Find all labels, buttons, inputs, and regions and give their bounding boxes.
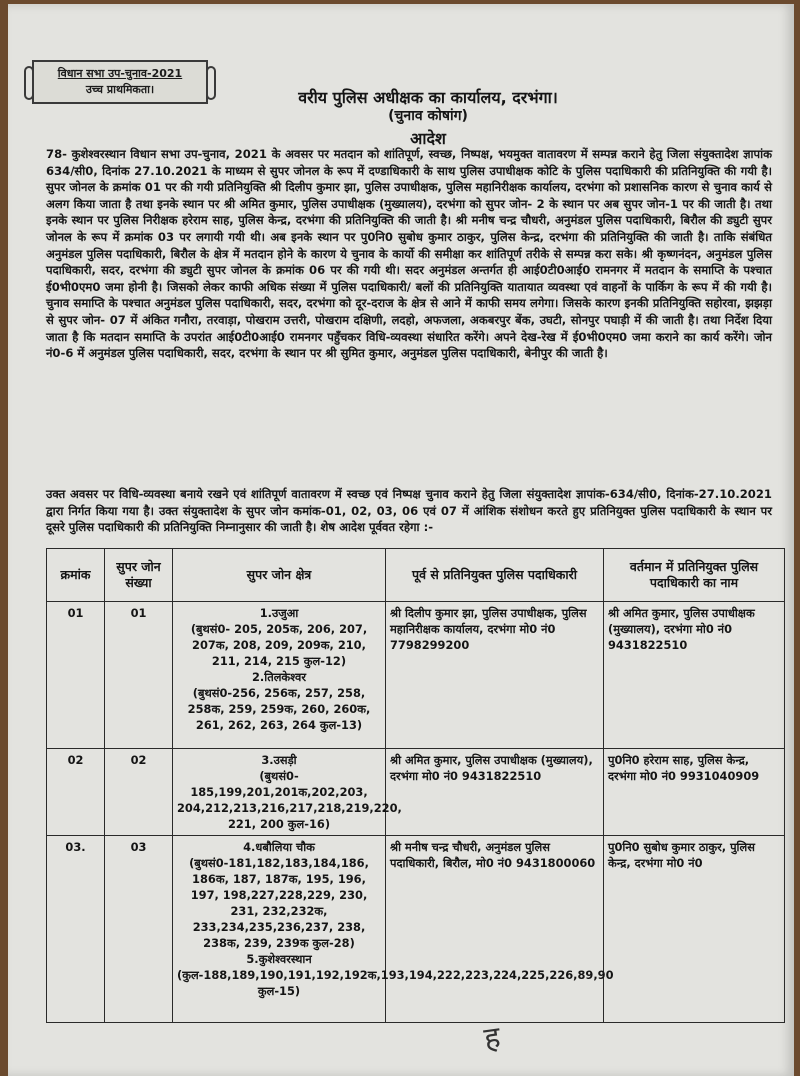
header-current-officer: वर्तमान में प्रतिनियुक्त पुलिस पदाधिकारी का नाम bbox=[604, 549, 785, 602]
row-serial: 03. bbox=[47, 836, 105, 1023]
row-zone: 02 bbox=[105, 749, 173, 836]
header-zone-number: सुपर जोन संख्या bbox=[105, 549, 173, 602]
priority-stamp bbox=[32, 60, 208, 104]
row-current-officer: श्री अमित कुमार, पुलिस उपाधीक्षक (मुख्यालय), दरभंगा मो0 नं0 9431822510 bbox=[604, 602, 785, 749]
office-title: वरीय पुलिस अधीक्षक का कार्यालय, दरभंगा। bbox=[298, 88, 558, 107]
stamp-line-1: विधान सभा उप-चुनाव-2021 bbox=[57, 67, 183, 80]
order-title: आदेश bbox=[410, 129, 446, 148]
row-serial: 02 bbox=[47, 749, 105, 836]
order-paragraph-2: उक्त अवसर पर विधि-व्यवस्था बनाये रखने एवं शांतिपूर्ण वातावरण में स्वच्छ एवं निष्पक्ष चुनाव कराने हेतु जिला संयुक्तादेश ज्ञापांक-634/सी0, दिनांक-27.10.2021 द्वारा निर्गत किया गया है। उक्त संयुक्तादेश के सुपर जोन कमांक-01, 02, 03, 06 एवं 07 में आंशिक संशोधन करते हुए प्रतिनियुक्त पुलिस पदाधिकारी के स्थान पर दूसरे पुलिस पदाधिकारी की प्रतिनियुक्ति निम्नानुसार की जाती है। शेष आदेश पूर्ववत रहेगा :- bbox=[46, 487, 772, 535]
row-area: 1.उजुआ (बुथसं0- 205, 205क, 206, 207, 207क, 208, 209, 209क, 210, 211, 214, 215 कुल-12) 2.तिलकेश्वर (बुथसं0-256, 256क, 257, 258, 258क, 259, 259क, 260, 260क, 261, 262, 263, 264 कुल-13) bbox=[173, 602, 386, 749]
row-current-officer: पु0नि0 सुबोध कुमार ठाकुर, पुलिस केन्द्र, दरभंगा मो0 नं0 bbox=[604, 836, 785, 1023]
row-previous-officer: श्री दिलीप कुमार झा, पुलिस उपाधीक्षक, पुलिस महानिरीक्षक कार्यालय, दरभंगा मो0 नं0 7798299200 bbox=[386, 602, 604, 749]
row-area: 3.उसड़ी (बुथसं0-185,199,201,201क,202,203, 204,212,213,216,217,218,219,220, 221, 200 कुल-16) bbox=[173, 749, 386, 836]
row-zone: 01 bbox=[105, 602, 173, 749]
table-row bbox=[47, 749, 785, 836]
deployment-table bbox=[46, 548, 785, 1023]
row-area: 4.धबौलिया चौक (बुथसं0-181,182,183,184,186, 186क, 187, 187क, 195, 196, 197, 198,227,228,229, 230, 231, 232,232क, 233,234,235,236,237, 238, 238क, 239, 239क कुल-28) 5.कुशेश्वरस्थान (कुल-188,189,190,191,192,192क,193,194,222,223,224,225,226,89,90 कुल-15) bbox=[173, 836, 386, 1023]
row-serial: 01 bbox=[47, 602, 105, 749]
table-row bbox=[47, 602, 785, 749]
row-current-officer: पु0नि0 हरेराम साह, पुलिस केन्द्र, दरभंगा मो0 नं0 9931040909 bbox=[604, 749, 785, 836]
stamp-line-2: उच्च प्राथमिकता। bbox=[85, 83, 155, 96]
header-serial: क्रमांक bbox=[47, 549, 105, 602]
table-row bbox=[47, 836, 785, 1023]
header-zone-area: सुपर जोन क्षेत्र bbox=[173, 549, 386, 602]
order-paragraph-1: 78- कुशेश्वरस्थान विधान सभा उप-चुनाव, 2021 के अवसर पर मतदान को शांतिपूर्ण, स्वच्छ, निष्पक्ष, भयमुक्त वातावरण में सम्पन्न कराने हेतु जिला संयुक्तादेश ज्ञापांक 634/सी0, दिनांक 27.10.2021 के माध्यम से सुपर जोनल के रूप में दण्डाधिकारी के साथ पुलिस उपाधीक्षक कोटि के पुलिस पदाधिकारी की प्रतिनियुक्ति की गयी है। सुपर जोनल के क्रमांक 01 पर की गयी प्रतिनियुक्ति श्री दिलीप कुमार झा, पुलिस उपाधीक्षक, पुलिस महानिरीक्षक कार्यालय, दरभंगा को प्रशासनिक कारण से चुनाव कार्य से अलग किया जाता है तथा इनके स्थान पर श्री अमित कुमार, पुलिस उपाधीक्षक (मुख्यालय), दरभंगा को सुपर जोन- 2 के स्थान पर अब सुपर जोन-1 पर की जाती है। तथा इनके स्थान पर पुलिस निरीक्षक हरेराम साह, पुलिस केन्द्र, दरभंगा की प्रतिनियुक्ति की जाती है। श्री मनीष चन्द्र चौधरी, अनुमंडल पुलिस पदाधिकारी, बिरौल की ड्युटी सुपर जोनल के रूप में क्रमांक 03 पर लगायी गयी थी। अब इनके स्थान पर पु0नि0 सुबोध कुमार ठाकुर, पुलिस केन्द्र, दरभंगा की प्रतिनियुक्ति की जाती है। ताकि संबंधित अनुमंडल पुलिस पदाधिकारी, बिरौल के क्षेत्र में मतदान होने के कारण ये चुनाव के कार्यो की समीक्षा कर शांतिपूर्ण तरीके से सम्पन्न करा सके। श्री कृष्णनंदन, अनुमंडल पुलिस पदाधिकारी, सदर, दरभंगा की ड्युटी सुपर जोनल के क्रमांक 06 पर की गयी थी। सदर अनुमंडल अन्तर्गत ही आई0टी0आई0 रामनगर में मतदान के समाप्ति के पश्चात ई0भी0एम0 जमा होनी है। जिसको लेकर काफी अधिक संख्या में पुलिस पदाधिकारी/ बलों की प्रतिनियुक्ति यातायात व्यवस्था एवं वाहनों के पार्किग के रूप में की गयी है। चुनाव समाप्ति के पश्चात अनुमंडल पुलिस पदाधिकारी, सदर, दरभंगा को दूर-दराज के क्षेत्र से आने में काफी समय लगेगा। जिसके कारण इनकी प्रतिनियुक्ति सहोरवा, झझड़ा से सुपर जोन- 07 में अंकित गनौरा, तरवाड़ा, पोखराम उत्तरी, पोखराम दक्षिणी, लदहो, अफजला, अकबरपुर बेंक, उघटी, सोनपुर पघाड़ी में की जाती है। तथा निर्देश दिया जाता है कि मतदान समाप्ति के उपरांत आई0टी0आई0 रामनगर पहुँचकर विधि-व्यवस्था संधारित करेंगे। अपने देख-रेख में ई0भी0एम0 जमा कराने का कार्य करेंगे। जोन नं0-6 में अनुमंडल पुलिस पदाधिकारी, सदर, दरभंगा के स्थान पर श्री सुमित कुमार, अनुमंडल पुलिस पदाधिकारी, बेनीपुर की जाती है। bbox=[46, 147, 772, 361]
cell-title: (चुनाव कोषांग) bbox=[388, 108, 468, 124]
row-previous-officer: श्री अमित कुमार, पुलिस उपाधीक्षक (मुख्यालय), दरभंगा मो0 नं0 9431822510 bbox=[386, 749, 604, 836]
header-previous-officer: पूर्व से प्रतिनियुक्त पुलिस पदाधिकारी bbox=[386, 549, 604, 602]
row-zone: 03 bbox=[105, 836, 173, 1023]
handwritten-signature: ह bbox=[481, 1020, 503, 1057]
row-previous-officer: श्री मनीष चन्द्र चौधरी, अनुमंडल पुलिस पदाधिकारी, बिरौल, मो0 नं0 9431800060 bbox=[386, 836, 604, 1023]
document-page bbox=[8, 4, 794, 1076]
